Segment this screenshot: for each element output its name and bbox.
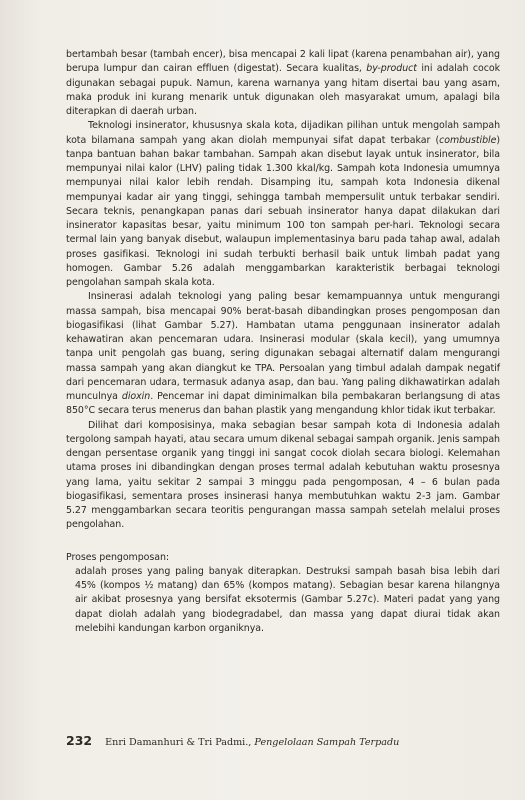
text-run: Dilihat dari komposisinya, maka sebagian besar sampah kota di Indonesia adalah tergolong sampah hayati, atau secara umum dikenal sebagai sampah organik. Jenis sampah dengan persentase organik yang tinggi ini sangat cocok diolah secara biologi. Kelemahan utama proses ini dibandingkan dengan proses termal adalah kebutuhan waktu prosesnya yang lama, yaitu sekitar 2 sampai 3 minggu pada pengomposan, 4 – 6 bulan pada biogasifikasi, sementara proses insinerasi hanya membutuhkan waktu 2-3 jam. Gambar 5.27 menggambarkan secara teoritis pengurangan massa sampah setelah melalui proses pengolahan. [66, 419, 500, 531]
text-run: ) tanpa bantuan bahan bakar tambahan. Sampah akan disebut layak untuk insinerator, bila mempunyai nilai kalor (LHV) paling tidak 1.300 kkal/kg. Sampah kota Indonesia umumnya mempunyai nilai kalor lebih rendah. Disamping itu, sampah kota Indonesia dikenal mempunyai kadar air yang tinggi, sehingga tambah mempersulit untuk terbakar sendiri. Secara teknis, penangkapan panas dari sebuah insinerator hanya dapat dilakukan dari insinerator kapasitas besar, yaitu minimum 100 ton sampah per-hari. Teknologi secara termal lain yang banyak disebut, walaupun implementasinya baru pada tahap awal, adalah proses gasifikasi. Teknologi ini sudah terbukti berhasil baik untuk limbah padat yang homogen. Gambar 5.26 adalah menggambarkan karakteristik berbagai teknologi pengolahan sampah skala kota. [66, 134, 500, 288]
body-text [66, 48, 500, 636]
paragraph [66, 565, 500, 636]
text-run: Proses pengomposan: [66, 551, 170, 563]
paragraph [66, 290, 500, 418]
paragraph [66, 551, 500, 565]
footer-book-title: Pengelolaan Sampah Terpadu [254, 737, 400, 748]
paragraph [66, 48, 500, 119]
italic-term: by-product [366, 63, 417, 75]
page-number: 232 [66, 733, 93, 748]
text-run: bertambah besar (tambah encer), bisa mencapai 2 kali lipat (karena penambahan air), yang berupa lumpur dan cairan effluen (digestat). Secara kualitas, [66, 49, 500, 75]
text-run: . Pencemar ini dapat diminimalkan bila pembakaran berlangsung di atas 850°C secara terus menerus dan bahan plastik yang mengandung khlor tidak ikut terbakar. [66, 391, 500, 417]
paragraph [66, 119, 500, 290]
italic-term: dioxin [121, 391, 151, 402]
page-footer [66, 733, 500, 748]
text-run: adalah proses yang paling banyak diterapkan. Destruksi sampah basah bisa lebih dari 45% (kompos ½ matang) dan 65% (kompos matang). Sebagian besar karena hilangnya air akibat prosesnya yang bersifat eksotermis (Gambar 5.27c). Materi padat yang yang dapat diolah adalah yang biodegradabel, dan massa yang dapat diurai tidak akan melebihi kandungan karbon organiknya. [75, 565, 500, 634]
footer-authors: Enri Damanhuri & Tri Padmi., [105, 737, 252, 748]
italic-term: combustible [439, 134, 497, 146]
text-run: ini adalah cocok digunakan sebagai pupuk. Namun, karena warnanya yang hitam disertai bau yang asam, maka produk ini kurang menarik untuk digunakan oleh masyarakat umum, apalagi bila diterapkan di daerah urban. [66, 63, 500, 117]
text-run: Teknologi insinerator, khususnya skala kota, dijadikan pilihan untuk mengolah sampah kota bilamana sampah yang akan diolah mempunyai sifat dapat terbakar ( [66, 120, 500, 146]
text-run: Insinerasi adalah teknologi yang paling besar kemampuannya untuk mengurangi massa sampah, bisa mencapai 90% berat-basah dibandingkan proses pengomposan dan biogasifikasi (lihat Gambar 5.27). Hambatan utama penggunaan insinerator adalah kehawatiran akan pencemaran udara. Insinerasi modular (skala kecil), yang umumnya tanpa unit pengolah gas buang, sering digunakan sebagai alternatif dalam mengurangi massa sampah yang akan diangkut ke TPA. Persoalan yang timbul adalah dampak negatif dari pencemaran udara, termasuk adanya asap, dan bau. Yang paling dikhawatirkan adalah munculnya [66, 291, 500, 402]
paragraph [66, 419, 500, 533]
